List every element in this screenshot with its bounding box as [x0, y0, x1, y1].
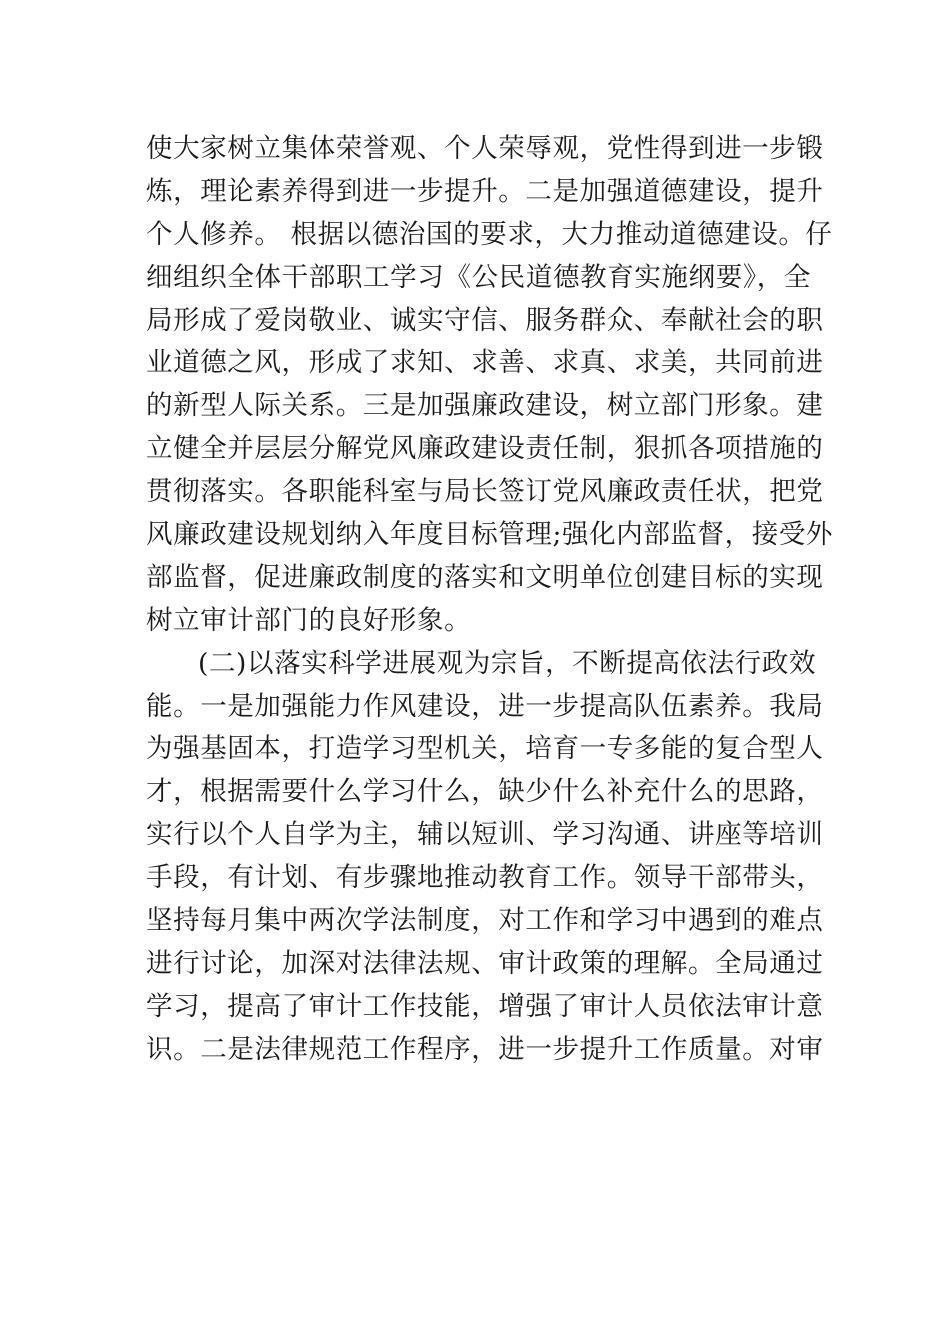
- text-line: 贯彻落实。各职能科室与局长签订党风廉政责任状，把党: [146, 476, 824, 508]
- text-line: 识。二是法律规范工作程序，进一步提升工作质量。对审: [146, 1033, 824, 1065]
- text-line: 使大家树立集体荣誉观、个人荣辱观，党性得到进一步锻: [146, 133, 824, 164]
- text-line: 业道德之风，形成了求知、求善、求真、求美，共同前进: [146, 347, 824, 379]
- text-line: 学习，提高了审计工作技能，增强了审计人员依法审计意: [146, 990, 824, 1022]
- text-line: 树立审计部门的良好形象。: [146, 604, 472, 636]
- text-line: 为强基固本，打造学习型机关，培育一专多能的复合型人: [146, 733, 824, 765]
- text-line: 局形成了爱岗敬业、诚实守信、服务群众、奉献社会的职: [146, 304, 824, 336]
- text-line: 进行讨论，加深对法律法规、审计政策的理解。全局通过: [146, 947, 824, 979]
- text-line: 实行以个人自学为主，辅以短训、学习沟通、讲座等培训: [146, 819, 824, 851]
- text-line: 手段，有计划、有步骤地推动教育工作。领导干部带头，: [146, 862, 824, 894]
- body-text: [146, 128, 834, 1072]
- text-line: 炼，理论素养得到进一步提升。二是加强道德建设，提升: [146, 175, 824, 207]
- text-line: 个人修养。 根据以德治国的要求，大力推动道德建设。仔: [146, 218, 833, 250]
- text-line: 能。一是加强能力作风建设，进一步提高队伍素养。我局: [146, 690, 824, 722]
- text-line: 细组织全体干部职工学习《公民道德教育实施纲要》，全: [146, 261, 811, 293]
- text-line: 才，根据需要什么学习什么，缺少什么补充什么的思路，: [146, 776, 824, 808]
- text-line: 部监督，促进廉政制度的落实和文明单位创建目标的实现: [146, 561, 824, 593]
- section-heading-line: (二)以落实科学进展观为宗旨，不断提高依法行政效: [198, 647, 817, 679]
- text-line: 坚持每月集中两次学法制度，对工作和学习中遇到的难点: [146, 905, 824, 937]
- text-line: 的新型人际关系。三是加强廉政建设，树立部门形象。建: [146, 390, 824, 422]
- text-line: 风廉政建设规划纳入年度目标管理;强化内部监督，接受外: [146, 519, 834, 551]
- text-line: 立健全并层层分解党风廉政建设责任制，狠抓各项措施的: [146, 433, 824, 465]
